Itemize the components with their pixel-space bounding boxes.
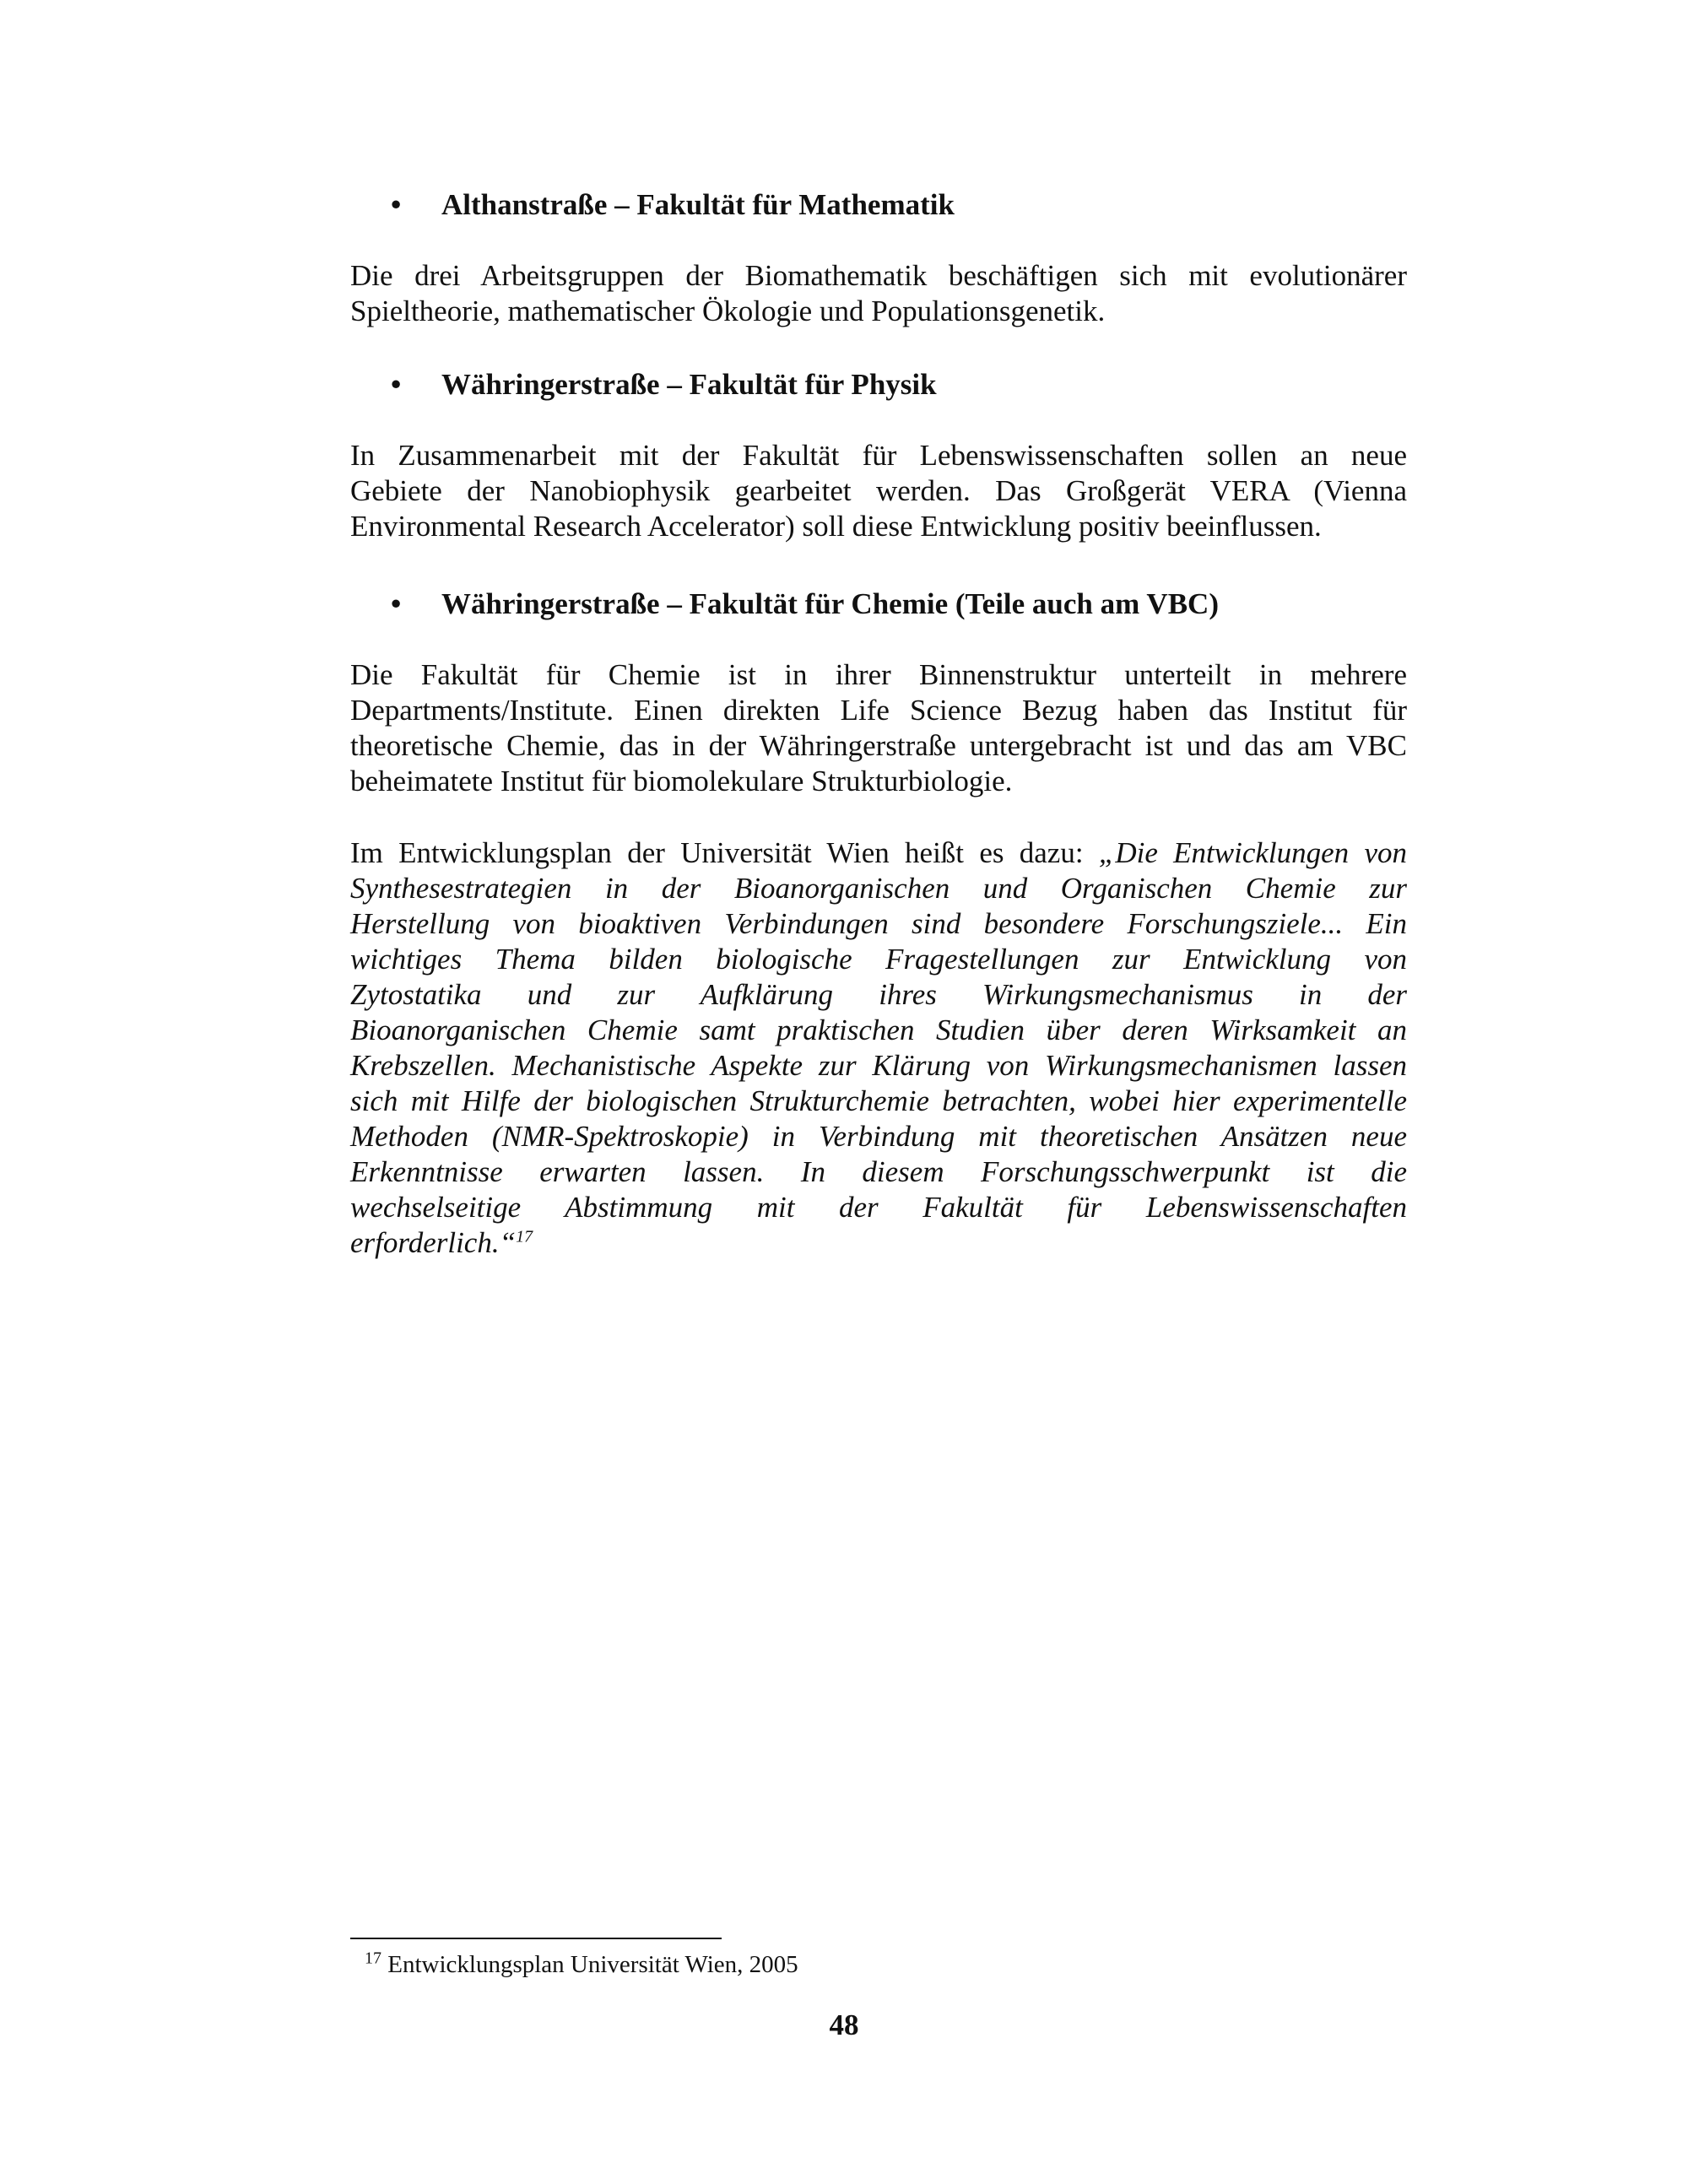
paragraph-line: Spieltheorie, mathematischer Ökologie und Populationsgenetik. <box>350 295 1106 327</box>
paragraph-line: Die drei Arbeitsgruppen der Biomathematik beschäftigen sich mit evolutionärer <box>350 259 1407 292</box>
section-heading-mathematik <box>391 187 955 223</box>
paragraph-line: beheimatete Institut für biomolekulare Strukturbiologie. <box>350 765 1013 797</box>
quote-line: Krebszellen. Mechanistische Aspekte zur Klärung von Wirkungsmechanismen lassen <box>350 1049 1407 1082</box>
footnote-reference[interactable]: 17 <box>516 1227 533 1246</box>
paragraph-line: Die Fakultät für Chemie ist in ihrer Binnenstruktur unterteilt in mehrere <box>350 658 1407 691</box>
quote-intro-text: Im Entwicklungsplan der Universität Wien heißt es dazu: <box>350 836 1099 869</box>
paragraph-line: theoretische Chemie, das in der Währingerstraße untergebracht ist und das am VBC <box>350 729 1407 762</box>
quote-line: Synthesestrategien in der Bioanorganischen und Organischen Chemie zur <box>350 872 1407 905</box>
quote-last-line <box>350 1225 1407 1261</box>
heading-text: Währingerstraße – Fakultät für Physik <box>441 368 937 401</box>
bullet-icon: • <box>391 188 402 221</box>
paragraph-line: Departments/Institute. Einen direkten Life Science Bezug haben das Institut für <box>350 694 1407 727</box>
paragraph-physik <box>350 438 1407 544</box>
page-number: 48 <box>829 2008 859 2041</box>
footnote-marker: 17 <box>365 1949 381 1968</box>
quote-line: Erkenntnisse erwarten lassen. In diesem Forschungsschwerpunkt ist die <box>350 1155 1407 1188</box>
quote-end-text: erforderlich.“ <box>350 1226 517 1259</box>
quote-line: Methoden (NMR-Spektroskopie) in Verbindung mit theoretischen Ansätzen neue <box>350 1120 1407 1153</box>
quote-start-text: „Die Entwicklungen von <box>1098 836 1407 869</box>
quote-line: Herstellung von bioaktiven Verbindungen sind besondere Forschungsziele... Ein <box>350 907 1407 940</box>
bullet-icon: • <box>391 368 402 401</box>
quote-line: Bioanorganischen Chemie samt praktischen Studien über deren Wirksamkeit an <box>350 1014 1407 1046</box>
paragraph-line: Environmental Research Accelerator) soll diese Entwicklung positiv beeinflussen. <box>350 510 1322 543</box>
paragraph-chemie <box>350 657 1407 799</box>
paragraph-mathematik <box>350 258 1407 329</box>
footnote <box>365 1949 798 1980</box>
bullet-icon: • <box>391 587 402 620</box>
quote-line: wechselseitige Abstimmung mit der Fakultät für Lebenswissenschaften <box>350 1191 1407 1224</box>
heading-text: Währingerstraße – Fakultät für Chemie (Teile auch am VBC) <box>441 587 1219 620</box>
quote-line: sich mit Hilfe der biologischen Strukturchemie betrachten, wobei hier experimentelle <box>350 1084 1407 1117</box>
heading-text: Althanstraße – Fakultät für Mathematik <box>441 188 955 221</box>
footnote-text: Entwicklungsplan Universität Wien, 2005 <box>387 1951 798 1978</box>
quote-line: wichtiges Thema bilden biologische Fragestellungen zur Entwicklung von <box>350 943 1407 976</box>
quote-paragraph <box>350 835 1407 1261</box>
paragraph-line: Gebiete der Nanobiophysik gearbeitet werden. Das Großgerät VERA (Vienna <box>350 474 1407 507</box>
section-heading-physik <box>391 367 937 403</box>
section-heading-chemie <box>391 587 1219 622</box>
quote-intro-line <box>350 835 1407 871</box>
quote-line: Zytostatika und zur Aufklärung ihres Wirkungsmechanismus in der <box>350 978 1407 1011</box>
footnote-divider <box>350 1938 722 1939</box>
paragraph-line: In Zusammenarbeit mit der Fakultät für Lebenswissenschaften sollen an neue <box>350 439 1407 472</box>
